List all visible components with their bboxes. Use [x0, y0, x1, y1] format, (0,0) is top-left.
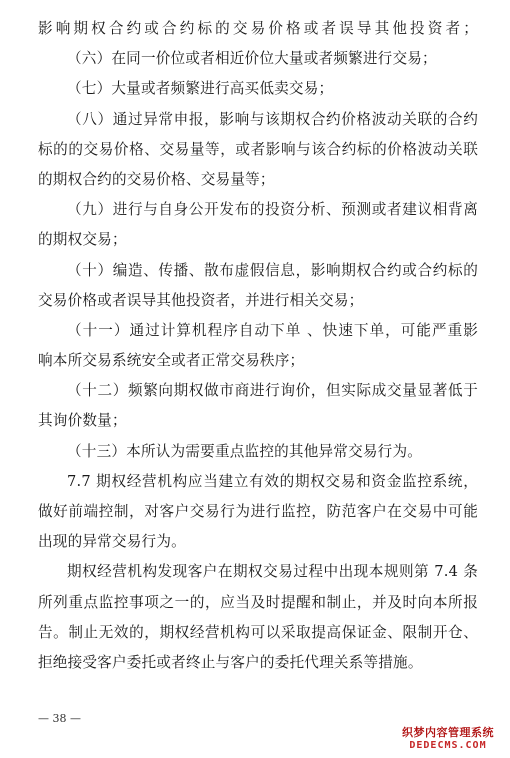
text-line: （十）编造、传播、散布虚假信息，影响期权合约或合约标的 [67, 261, 478, 279]
page-number: — 38 — [38, 712, 81, 725]
text-line: 标的的交易价格、交易量等，或者影响与该合约标的价格波动关联 [38, 140, 478, 158]
text-line: 拒绝接受客户委托或者终止与客户的委托代理关系等措施。 [38, 653, 423, 671]
text-line: 交易价格或者误导其他投资者，并进行相关交易； [38, 291, 364, 309]
text-line: 的期权合约的交易价格、交易量等； [38, 170, 275, 188]
watermark-url: DEDECMS.COM [409, 740, 487, 751]
text-line: （九）进行与自身公开发布的投资分析、预测或者建议相背离 [67, 201, 478, 219]
text-line: 影响期权合约或合约标的交易价格或者误导其他投资者； [38, 20, 478, 37]
text-line: 告。制止无效的，期权经营机构可以采取提高保证金、限制开仓、 [38, 623, 478, 641]
text-line: （六）在同一价位或者相近价位大量或者频繁进行交易； [67, 50, 437, 68]
text-line: （十一）通过计算机程序自动下单 、快速下单，可能严重影 [67, 321, 478, 339]
text-line: （八）通过异常申报，影响与该期权合约价格波动关联的合约 [67, 110, 478, 128]
text-line: 的期权交易； [38, 231, 127, 249]
text-line: 其询价数量； [38, 412, 127, 430]
watermark [392, 726, 504, 752]
text-line: （七）大量或者频繁进行高买低卖交易； [67, 80, 334, 98]
text-line: 响本所交易系统安全或者正常交易秩序； [38, 352, 305, 370]
text-line: 7.7 期权经营机构应当建立有效的期权交易和资金监控系统， [67, 472, 478, 490]
text-line: 出现的异常交易行为。 [38, 533, 186, 551]
document-body [38, 14, 478, 678]
text-line: 期权经营机构发现客户在期权交易过程中出现本规则第 7.4 条 [67, 563, 478, 581]
text-line: 所列重点监控事项之一的，应当及时提醒和制止，并及时向本所报 [38, 593, 478, 611]
watermark-title: 织梦内容管理系统 [402, 726, 494, 739]
text-line: （十二）频繁向期权做市商进行询价，但实际成交量显著低于 [67, 382, 478, 400]
text-line: （十三）本所认为需要重点监控的其他异常交易行为。 [67, 442, 423, 460]
text-line: 做好前端控制，对客户交易行为进行监控，防范客户在交易中可能 [38, 503, 478, 520]
